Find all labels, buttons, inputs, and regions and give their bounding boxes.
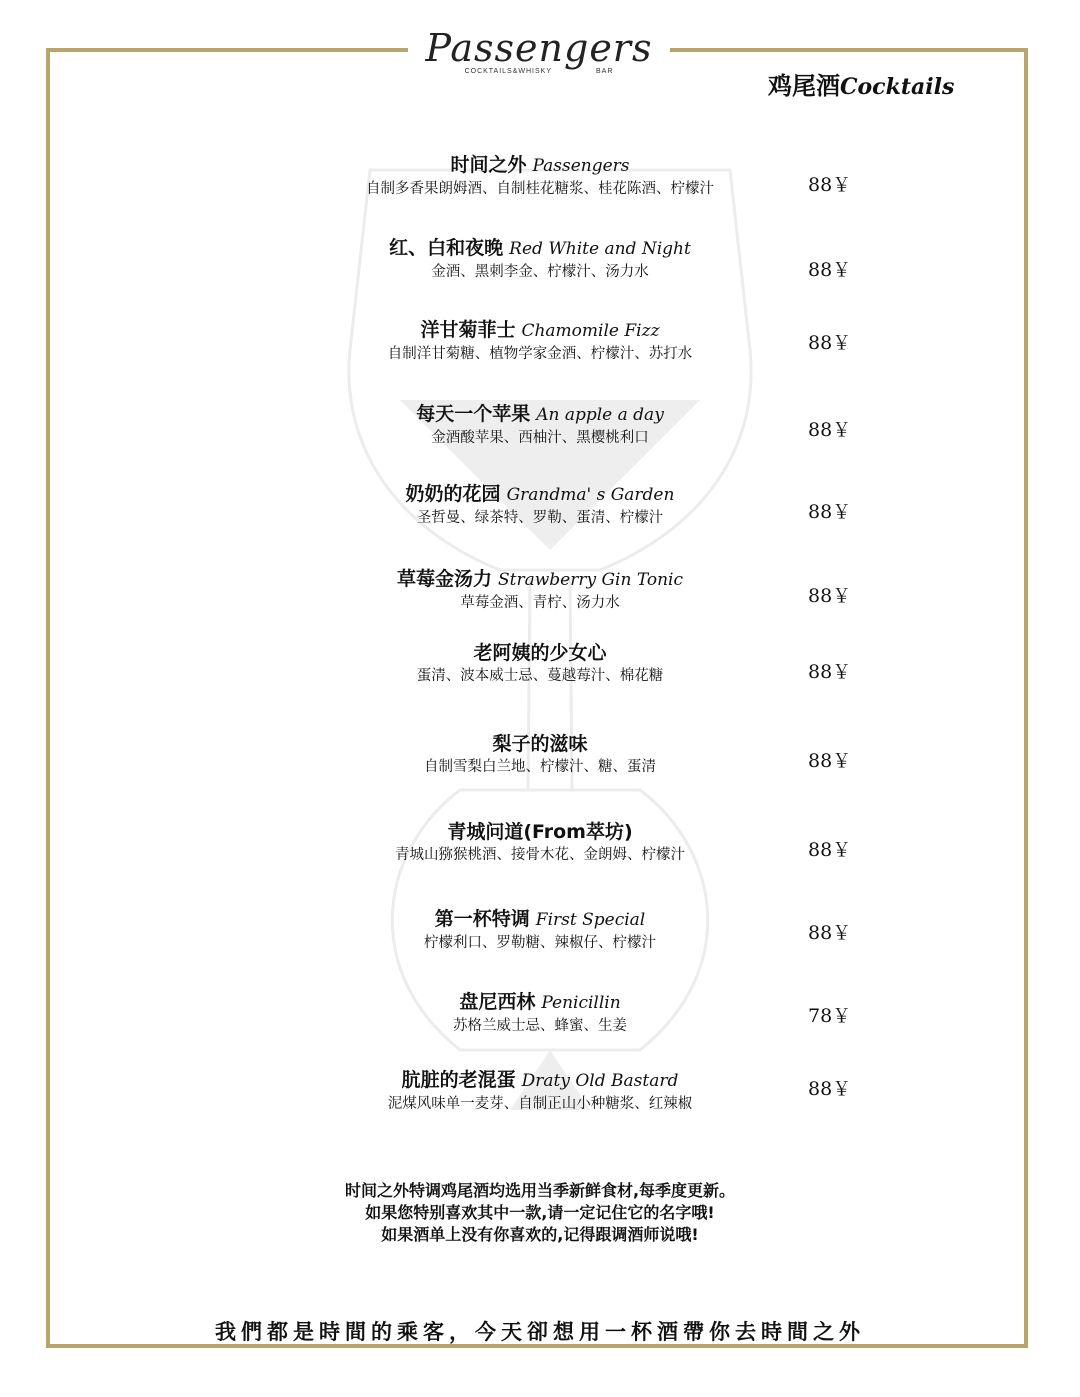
- item-name: [330, 567, 750, 592]
- item-name-cn: 时间之外: [450, 154, 527, 176]
- brand-sub-left: COCKTAILS&WHISKY: [464, 68, 553, 75]
- item-name: [330, 732, 750, 756]
- section-title: [768, 66, 954, 101]
- item-price: 78￥: [808, 1005, 852, 1027]
- item-ingredients: 柠檬利口、罗勒糖、辣椒仔、柠檬汁: [424, 935, 656, 951]
- item-price: 88￥: [808, 839, 852, 861]
- menu-item: [330, 318, 750, 365]
- item-name: [330, 1068, 750, 1093]
- item-price: 88￥: [808, 174, 852, 196]
- menu-item: [330, 567, 750, 614]
- item-name-cn: 奶奶的花园: [405, 483, 501, 505]
- note-line: 如果您特别喜欢其中一款,请一定记住它的名字哦!: [365, 1203, 715, 1222]
- item-name-cn: 青城问道(From萃坊): [447, 821, 633, 843]
- menu-item: [330, 641, 750, 687]
- item-name-cn: 老阿姨的少女心: [473, 642, 607, 664]
- item-name: [330, 402, 750, 427]
- item-price: 88￥: [808, 501, 852, 523]
- item-name-en: Grandma' s Garden: [506, 485, 675, 505]
- item-name-en: Strawberry Gin Tonic: [497, 570, 684, 590]
- item-ingredients: 自制洋甘菊糖、植物学家金酒、柠檬汁、苏打水: [387, 346, 693, 362]
- item-price: 88￥: [808, 585, 852, 607]
- item-name-en: Passengers: [532, 156, 630, 176]
- item-name: [330, 641, 750, 665]
- note-line: 时间之外特调鸡尾酒均选用当季新鲜食材,每季度更新。: [344, 1181, 736, 1200]
- item-ingredients: 青城山猕猴桃酒、接骨木花、金朗姆、柠檬汁: [395, 847, 685, 863]
- item-name-en: Chamomile Fizz: [521, 321, 660, 341]
- item-name-en: Red White and Night: [509, 239, 691, 259]
- menu-item: [330, 236, 750, 283]
- menu-item: [330, 907, 750, 954]
- menu-item: [330, 402, 750, 449]
- wine-glass-watermark: [340, 150, 760, 1130]
- item-name: [330, 907, 750, 932]
- menu-item: [330, 820, 750, 866]
- item-ingredients: 自制雪梨白兰地、柠檬汁、糖、蛋清: [424, 759, 656, 775]
- item-name: [330, 482, 750, 507]
- item-ingredients: 金酒酸苹果、西柚汁、黑樱桃利口: [431, 430, 649, 446]
- item-name-en: An apple a day: [536, 405, 664, 425]
- item-name-cn: 盘尼西林: [459, 991, 536, 1013]
- item-name-cn: 梨子的滋味: [492, 733, 588, 755]
- item-ingredients: 苏格兰威士忌、蜂蜜、生姜: [453, 1018, 627, 1034]
- menu-notes: [0, 1180, 1080, 1246]
- brand-logo-script: Passengers: [425, 26, 653, 70]
- item-name: [330, 318, 750, 343]
- menu-item: [330, 990, 750, 1037]
- item-ingredients: 圣哲曼、绿茶特、罗勒、蛋清、柠檬汁: [416, 510, 664, 526]
- menu-item: [330, 1068, 750, 1115]
- menu-item: [330, 732, 750, 778]
- item-name-cn: 红、白和夜晚: [389, 237, 504, 259]
- item-ingredients: 金酒、黑刺李金、柠檬汁、汤力水: [431, 264, 649, 280]
- item-name-cn: 肮脏的老混蛋: [401, 1069, 516, 1091]
- item-ingredients: 自制多香果朗姆酒、自制桂花糖浆、桂花陈酒、柠檬汁: [366, 181, 714, 197]
- item-price: 88￥: [808, 661, 852, 683]
- item-name-cn: 每天一个苹果: [416, 403, 531, 425]
- brand-logo: [408, 26, 670, 86]
- item-name: [330, 153, 750, 178]
- section-title-cn: 鸡尾酒: [768, 72, 840, 100]
- item-name-en: Penicillin: [541, 993, 621, 1013]
- item-name: [330, 236, 750, 261]
- item-price: 88￥: [808, 419, 852, 441]
- note-line: 如果酒单上没有你喜欢的,记得跟调酒师说哦!: [381, 1225, 699, 1244]
- item-name-en: First Special: [535, 910, 646, 930]
- brand-slogan: 我們都是時間的乘客，今天卻想用一杯酒帶你去時間之外: [215, 1319, 865, 1344]
- section-title-en: Cocktails: [840, 74, 955, 100]
- item-price: 88￥: [808, 750, 852, 772]
- brand-sub-right: BAR: [596, 68, 614, 75]
- item-ingredients: 泥煤风味单一麦芽、自制正山小种糖浆、红辣椒: [387, 1096, 693, 1112]
- item-price: 88￥: [808, 259, 852, 281]
- item-name: [330, 990, 750, 1015]
- item-name-cn: 草莓金汤力: [396, 568, 492, 590]
- item-name: [330, 820, 750, 844]
- menu-item: [330, 153, 750, 200]
- item-name-cn: 洋甘菊菲士: [420, 319, 516, 341]
- item-price: 88￥: [808, 1078, 852, 1100]
- item-price: 88￥: [808, 922, 852, 944]
- item-name-en: Draty Old Bastard: [521, 1071, 679, 1091]
- item-price: 88￥: [808, 332, 852, 354]
- menu-item: [330, 482, 750, 529]
- item-ingredients: 蛋清、波本威士忌、蔓越莓汁、棉花糖: [416, 668, 664, 684]
- item-ingredients: 草莓金酒、青柠、汤力水: [460, 595, 620, 611]
- item-name-cn: 第一杯特调: [434, 908, 530, 930]
